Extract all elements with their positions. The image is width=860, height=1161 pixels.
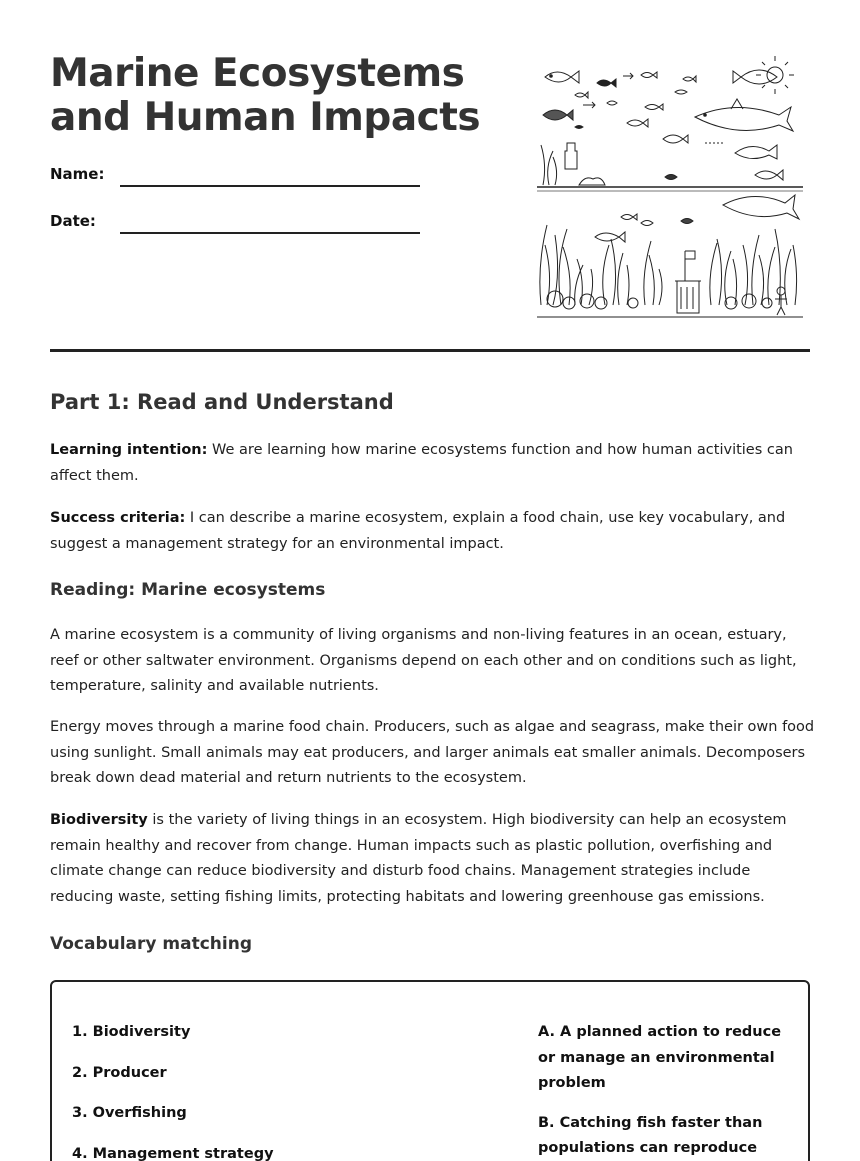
date-line[interactable] xyxy=(120,232,420,234)
vocab-term[interactable]: 1. Biodiversity xyxy=(72,1024,191,1040)
seaweed-icon xyxy=(541,145,557,185)
fish-icon xyxy=(755,170,783,180)
fish-icon xyxy=(681,219,693,224)
marine-ecosystem-illustration-icon xyxy=(535,55,805,323)
date-label: Date: xyxy=(50,212,96,230)
name-field[interactable] xyxy=(50,165,430,195)
biodiversity-term: Biodiversity xyxy=(50,812,148,828)
name-label: Name: xyxy=(50,165,105,183)
name-line[interactable] xyxy=(120,185,420,187)
shark-icon xyxy=(723,195,799,219)
vocab-term[interactable]: 2. Producer xyxy=(72,1064,167,1081)
trash-can-icon xyxy=(675,281,701,313)
reading-paragraph-1: A marine ecosystem is a community of living organisms and non-living features in an ocean, estuary, reef or other saltwater environment. Organisms depend on each other and on conditions such as light, temperature, salinity and available nutrients. xyxy=(50,627,797,694)
learning-intention xyxy=(50,438,815,489)
vocab-term[interactable]: 4. Management strategy xyxy=(72,1145,274,1161)
reading-paragraph-2: Energy moves through a marine food chain. Producers, such as algae and seagrass, make their own food using sunlight. Small animals may eat producers, and larger animals eat smaller animals. Decomposers break down dead material and return nutrients to the ecosystem. xyxy=(50,719,815,786)
dolphin-icon xyxy=(735,145,777,159)
part1-heading: Part 1: Read and Understand xyxy=(50,390,394,414)
coral-icon xyxy=(579,178,605,185)
vocab-definitions-list xyxy=(538,1020,798,1161)
vocab-matching-box xyxy=(50,980,810,1161)
vocab-definition[interactable]: B. Catching fish faster than populations can reproduce xyxy=(538,1114,763,1156)
vocab-heading: Vocabulary matching xyxy=(50,934,252,954)
reading-heading: Reading: Marine ecosystems xyxy=(50,580,326,600)
fish-icon xyxy=(641,221,653,226)
coral-reef-icon xyxy=(540,225,797,309)
vocab-terms-list xyxy=(72,1020,492,1161)
date-field[interactable] xyxy=(50,212,430,242)
shark-icon xyxy=(695,99,793,131)
bottle-icon xyxy=(565,143,577,169)
vocab-term[interactable]: 3. Overfishing xyxy=(72,1105,187,1121)
vocab-definition[interactable]: A. A planned action to reduce or manage an environmental problem xyxy=(538,1024,782,1091)
reading-paragraph-3 xyxy=(50,808,815,910)
header-divider xyxy=(50,349,810,352)
success-criteria-label: Success criteria: xyxy=(50,510,186,526)
fish-icon xyxy=(665,175,677,180)
success-criteria-text: I can describe a marine ecosystem, explain a food chain, use key vocabulary, and suggest a management strategy for an environmental impact. xyxy=(50,510,786,552)
diver-icon xyxy=(775,287,787,315)
fish-icon xyxy=(621,214,637,220)
page-title: Marine Ecosystems and Human Impacts xyxy=(50,51,481,140)
learning-intention-label: Learning intention: xyxy=(50,442,208,458)
fish-icon xyxy=(595,232,625,242)
reading-paragraph-3-text: is the variety of living things in an ecosystem. High biodiversity can help an ecosystem remain healthy and recover from change. Human impacts such as plastic pollution, overfishing and climate change can reduce biodiversity and disturb food chains. Management strategies include reducing waste, setting fishing limits, protecting habitats and lowering greenhouse gas emissions. xyxy=(50,812,787,905)
flag-icon xyxy=(685,251,695,281)
success-criteria xyxy=(50,506,815,557)
learning-intention-text: We are learning how marine ecosystems function and how human activities can affect them. xyxy=(50,442,793,484)
